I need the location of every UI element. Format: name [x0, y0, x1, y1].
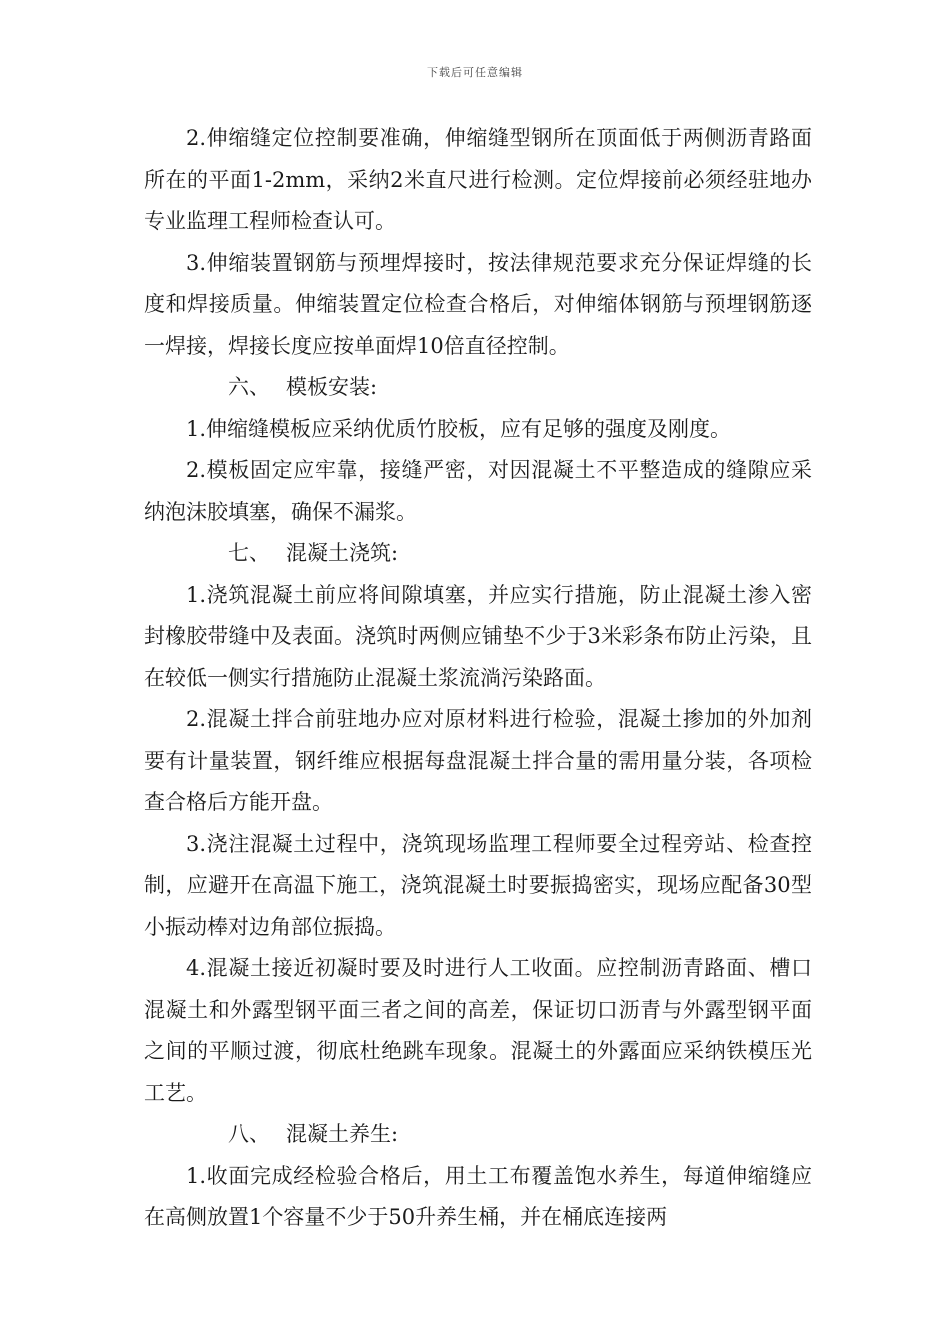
paragraph-expansion-device-welding: 3.伸缩装置钢筋与预埋焊接时，按法律规范要求充分保证焊缝的长度和焊接质量。伸缩装置定位检查合格后，对伸缩体钢筋与预埋钢筋逐一焊接，焊接长度应按单面焊10倍直径控制。: [144, 250, 812, 358]
section-title: 混凝土浇筑:: [286, 541, 399, 565]
section-heading-formwork: [144, 367, 812, 409]
section-number: 八、: [228, 1122, 270, 1146]
paragraph-pouring-supervision: 3.浇注混凝土过程中，浇筑现场监理工程师要全过程旁站、检查控制，应避开在高温下施工，浇筑混凝土时要振捣密实，现场应配备30型小振动棒对边角部位振捣。: [144, 831, 812, 939]
section-number: 七、: [228, 541, 270, 565]
section-heading-curing: [144, 1114, 812, 1156]
page-header: 下载后可任意编辑: [427, 66, 523, 79]
section-heading-concrete-pouring: [144, 533, 812, 575]
paragraph-curing-method: 1.收面完成经检验合格后，用土工布覆盖饱水养生，每道伸缩缝应在高侧放置1个容量不少于50升养生桶，并在桶底连接两: [144, 1163, 812, 1229]
section-title: 混凝土养生:: [286, 1122, 399, 1146]
section-title: 模板安装:: [286, 375, 378, 399]
paragraph-pouring-preparation: 1.浇筑混凝土前应将间隙填塞，并应实行措施，防止混凝土渗入密封橡胶带缝中及表面。浇筑时两侧应铺垫不少于3米彩条布防止污染，且在较低一侧实行措施防止混凝土浆流淌污染路面。: [144, 582, 812, 690]
paragraph-expansion-joint-positioning: 2.伸缩缝定位控制要准确，伸缩缝型钢所在顶面低于两侧沥青路面所在的平面1-2mm，采纳2米直尺进行检测。定位焊接前必须经驻地办专业监理工程师检查认可。: [144, 126, 812, 233]
section-number: 六、: [228, 375, 270, 399]
paragraph-material-inspection: 2.混凝土拌合前驻地办应对原材料进行检验，混凝土掺加的外加剂要有计量装置，钢纤维应根据每盘混凝土拌合量的需用量分装，各项检查合格后方能开盘。: [144, 707, 812, 814]
document-body: [144, 118, 812, 1239]
paragraph-formwork-fixing: 2.模板固定应牢靠，接缝严密，对因混凝土不平整造成的缝隙应采纳泡沫胶填塞，确保不漏浆。: [144, 458, 812, 524]
paragraph-surface-finishing: 4.混凝土接近初凝时要及时进行人工收面。应控制沥青路面、槽口混凝土和外露型钢平面三者之间的高差，保证切口沥青与外露型钢平面之间的平顺过渡，彻底杜绝跳车现象。混凝土的外露面应采纳铁模压光工艺。: [144, 956, 812, 1105]
paragraph-formwork-material: 1.伸缩缝模板应采纳优质竹胶板，应有足够的强度及刚度。: [186, 416, 732, 441]
